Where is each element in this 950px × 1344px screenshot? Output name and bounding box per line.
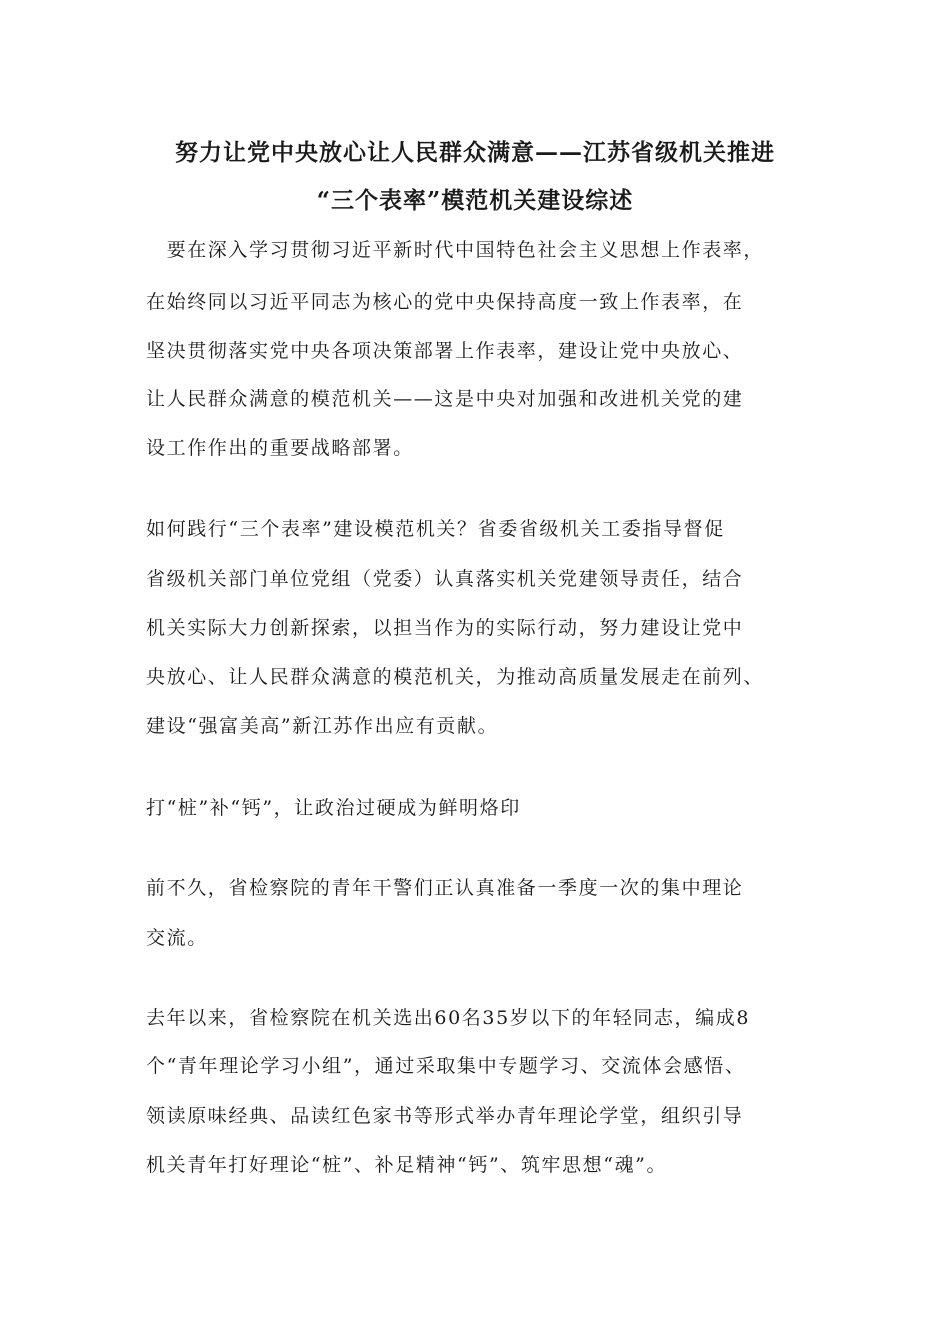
paragraph-2-line-1: 如何践行“三个表率”建设模范机关？省委省级机关工委指导督促 bbox=[146, 518, 725, 540]
paragraph-3-line-1: 前不久，省检察院的青年干警们正认真准备一季度一次的集中理论 bbox=[146, 877, 744, 899]
paragraph-4-line-2: 个“青年理论学习小组”，通过采取集中专题学习、交流体会感悟、 bbox=[146, 1055, 746, 1077]
paragraph-2-line-3: 机关实际大力创新探索，以担当作为的实际行动，努力建设让党中 bbox=[146, 617, 744, 639]
paragraph-4-line-1: 去年以来，省检察院在机关选出60名35岁以下的年轻同志，编成8 bbox=[146, 1007, 751, 1029]
paragraph-2-line-5: 建设“强富美高”新江苏作出应有贡献。 bbox=[146, 715, 499, 737]
section-heading: 打“桩”补“钙”，让政治过硬成为鲜明烙印 bbox=[146, 797, 521, 819]
paragraph-1-line-1: 要在深入学习贯彻习近平新时代中国特色社会主义思想上作表率， bbox=[146, 239, 765, 261]
paragraph-1-line-2: 在始终同以习近平同志为核心的党中央保持高度一致上作表率，在 bbox=[146, 291, 744, 313]
paragraph-2-line-2: 省级机关部门单位党组（党委）认真落实机关党建领导责任，结合 bbox=[146, 568, 744, 590]
paragraph-1-line-4: 让人民群众满意的模范机关——这是中央对加强和改进机关党的建 bbox=[146, 388, 744, 410]
paragraph-2-line-4: 央放心、让人民群众满意的模范机关，为推动高质量发展走在前列、 bbox=[146, 666, 765, 688]
paragraph-4-line-3: 领读原味经典、品读红色家书等形式举办青年理论学堂，组织引导 bbox=[146, 1105, 744, 1127]
document-title-line-1: 努力让党中央放心让人民群众满意——江苏省级机关推进 bbox=[175, 139, 775, 166]
paragraph-1-line-5: 设工作作出的重要战略部署。 bbox=[146, 437, 414, 459]
document-title-line-2: “三个表率”模范机关建设综述 bbox=[316, 187, 634, 214]
paragraph-4-line-4: 机关青年打好理论“桩”、补足精神“钙”、筑牢思想“魂”。 bbox=[146, 1154, 668, 1176]
paragraph-3-line-2: 交流。 bbox=[146, 927, 208, 949]
paragraph-1-line-3: 坚决贯彻落实党中央各项决策部署上作表率，建设让党中央放心、 bbox=[146, 340, 744, 362]
